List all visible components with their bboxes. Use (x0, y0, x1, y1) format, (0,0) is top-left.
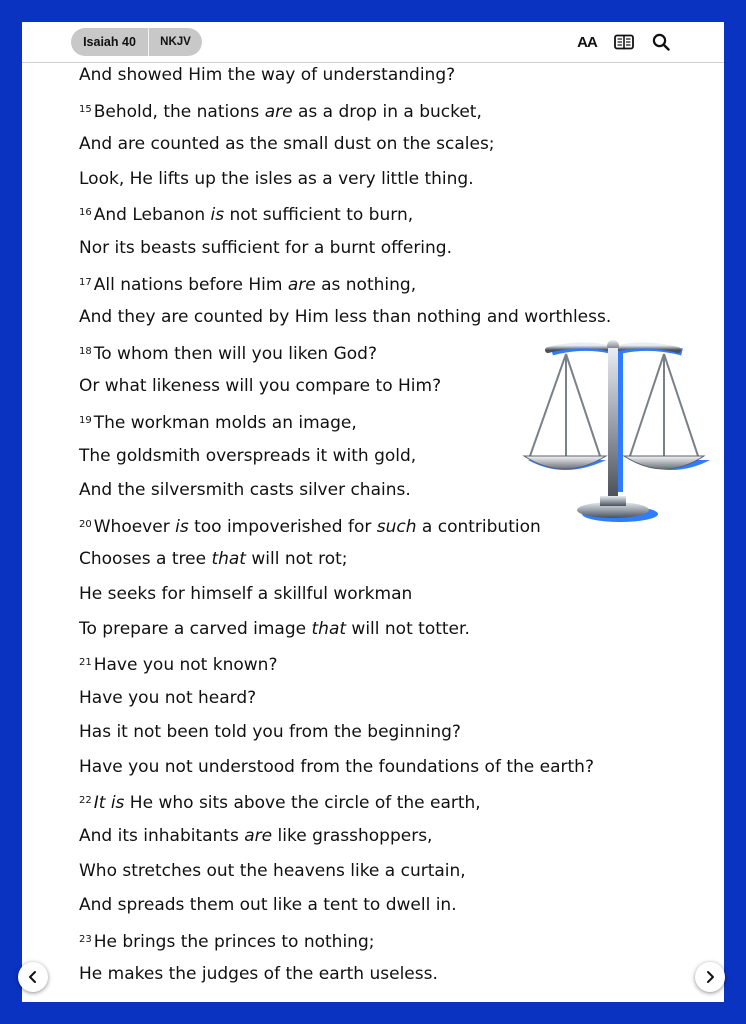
italic-word: are (287, 274, 316, 295)
verse-number: 23 (79, 933, 92, 945)
italic-word: such (376, 516, 417, 537)
verse-text-segment: He who sits above the circle of the earth, (124, 793, 481, 814)
balance-scale-icon (522, 340, 710, 528)
verse-line[interactable] (79, 651, 679, 686)
verse-line[interactable] (79, 132, 679, 167)
verse-line[interactable] (79, 755, 679, 790)
verse-text-segment: Who stretches out the heavens like a curtain, (79, 860, 466, 881)
verse-text-segment: He brings the princes to nothing; (93, 931, 375, 952)
reader-screen (22, 22, 724, 1002)
verse-line[interactable] (79, 859, 679, 894)
verse-line[interactable] (79, 824, 679, 859)
italic-word: that (311, 618, 347, 639)
verse-line[interactable] (79, 928, 679, 963)
verse-text-segment: as nothing, (315, 274, 417, 295)
verse-line[interactable] (79, 617, 679, 652)
verse-text-segment: Nor its beasts sufficient for a burnt offering. (79, 237, 453, 258)
italic-word: are (244, 826, 273, 847)
italic-word: is (210, 205, 225, 226)
chevron-right-icon (704, 970, 716, 984)
book-icon[interactable] (613, 32, 635, 52)
verse-line[interactable] (79, 720, 679, 755)
verse-line[interactable] (79, 305, 679, 340)
toolbar-actions (576, 32, 672, 52)
verse-text-segment: Behold, the nations (93, 101, 265, 122)
verse-line[interactable] (79, 547, 679, 582)
verse-text-segment: The workman molds an image, (93, 412, 357, 433)
verse-text-segment: All nations before Him (93, 274, 288, 295)
verse-text-segment: To prepare a carved image (79, 618, 312, 639)
verse-text-segment: a contribution (416, 516, 541, 537)
verse-text-segment: too impoverished for (188, 516, 377, 537)
verse-line[interactable] (79, 789, 679, 824)
italic-word: It is (93, 793, 125, 814)
verse-text-segment: And they are counted by Him less than nothing and worthless. (79, 307, 612, 328)
verse-number: 17 (79, 276, 92, 288)
search-icon[interactable] (650, 32, 672, 52)
text-size-icon[interactable] (576, 32, 598, 52)
previous-chapter-button[interactable] (18, 962, 48, 992)
book-chapter-button[interactable]: Isaiah 40 (83, 35, 136, 49)
verse-line[interactable] (79, 236, 679, 271)
verse-text-segment: The goldsmith overspreads it with gold, (79, 445, 417, 466)
verse-text-segment: And showed Him the way of understanding? (79, 65, 456, 85)
verse-number: 21 (79, 657, 92, 669)
next-chapter-button[interactable] (695, 962, 725, 992)
verse-number: 15 (79, 103, 92, 115)
verse-text-segment: Have you not known? (93, 655, 278, 676)
version-button[interactable]: NKJV (160, 36, 191, 48)
verse-line[interactable] (79, 167, 679, 202)
verse-line[interactable] (79, 686, 679, 721)
verse-number: 19 (79, 414, 92, 426)
verse-line[interactable] (79, 893, 679, 928)
verse-text-segment: as a drop in a bucket, (292, 101, 482, 122)
verse-text-segment: And its inhabitants (79, 826, 245, 847)
verse-text (79, 63, 679, 997)
verse-number: 20 (79, 518, 92, 530)
verse-text-segment: not sufficient to burn, (224, 205, 414, 226)
verse-line[interactable] (79, 201, 679, 236)
verse-text-segment: He seeks for himself a skillful workman (79, 583, 413, 604)
verse-text-segment: And the silversmith casts silver chains. (79, 480, 411, 501)
verse-text-segment: And are counted as the small dust on the scales; (79, 134, 495, 155)
verse-text-segment: Has it not been told you from the beginning? (79, 722, 461, 743)
verse-line[interactable] (79, 98, 679, 133)
verse-text-segment: Have you not understood from the foundations of the earth? (79, 756, 594, 777)
verse-text-segment: Have you not heard? (79, 687, 257, 708)
verse-text-segment: Whoever (93, 516, 176, 537)
verse-number: 16 (79, 207, 92, 219)
verse-text-segment: And Lebanon (93, 205, 211, 226)
chevron-left-icon (27, 970, 39, 984)
verse-text-segment: Chooses a tree (79, 549, 212, 570)
verse-text-segment: Look, He lifts up the isles as a very little thing. (79, 168, 474, 189)
top-toolbar (22, 22, 724, 63)
verse-text-segment: He makes the judges of the earth useless. (79, 964, 438, 985)
italic-word: that (211, 549, 246, 570)
verse-line[interactable] (79, 271, 679, 306)
passage-selector (71, 28, 202, 56)
verse-text-segment: Or what likeness will you compare to Him? (79, 376, 442, 397)
verse-line[interactable] (79, 582, 679, 617)
verse-text-segment: will not rot; (245, 549, 348, 570)
italic-word: are (264, 101, 293, 122)
italic-word: is (175, 516, 189, 537)
text-size-label: AA (577, 33, 597, 51)
verse-line[interactable] (79, 63, 679, 98)
verse-number: 22 (79, 795, 92, 807)
verse-number: 18 (79, 345, 92, 357)
verse-text-segment: And spreads them out like a tent to dwell in. (79, 895, 457, 916)
verse-text-segment: like grasshoppers, (272, 826, 433, 847)
verse-line[interactable] (79, 962, 679, 997)
verse-text-segment: To whom then will you liken God? (93, 343, 377, 364)
verse-text-segment: will not totter. (346, 618, 470, 639)
